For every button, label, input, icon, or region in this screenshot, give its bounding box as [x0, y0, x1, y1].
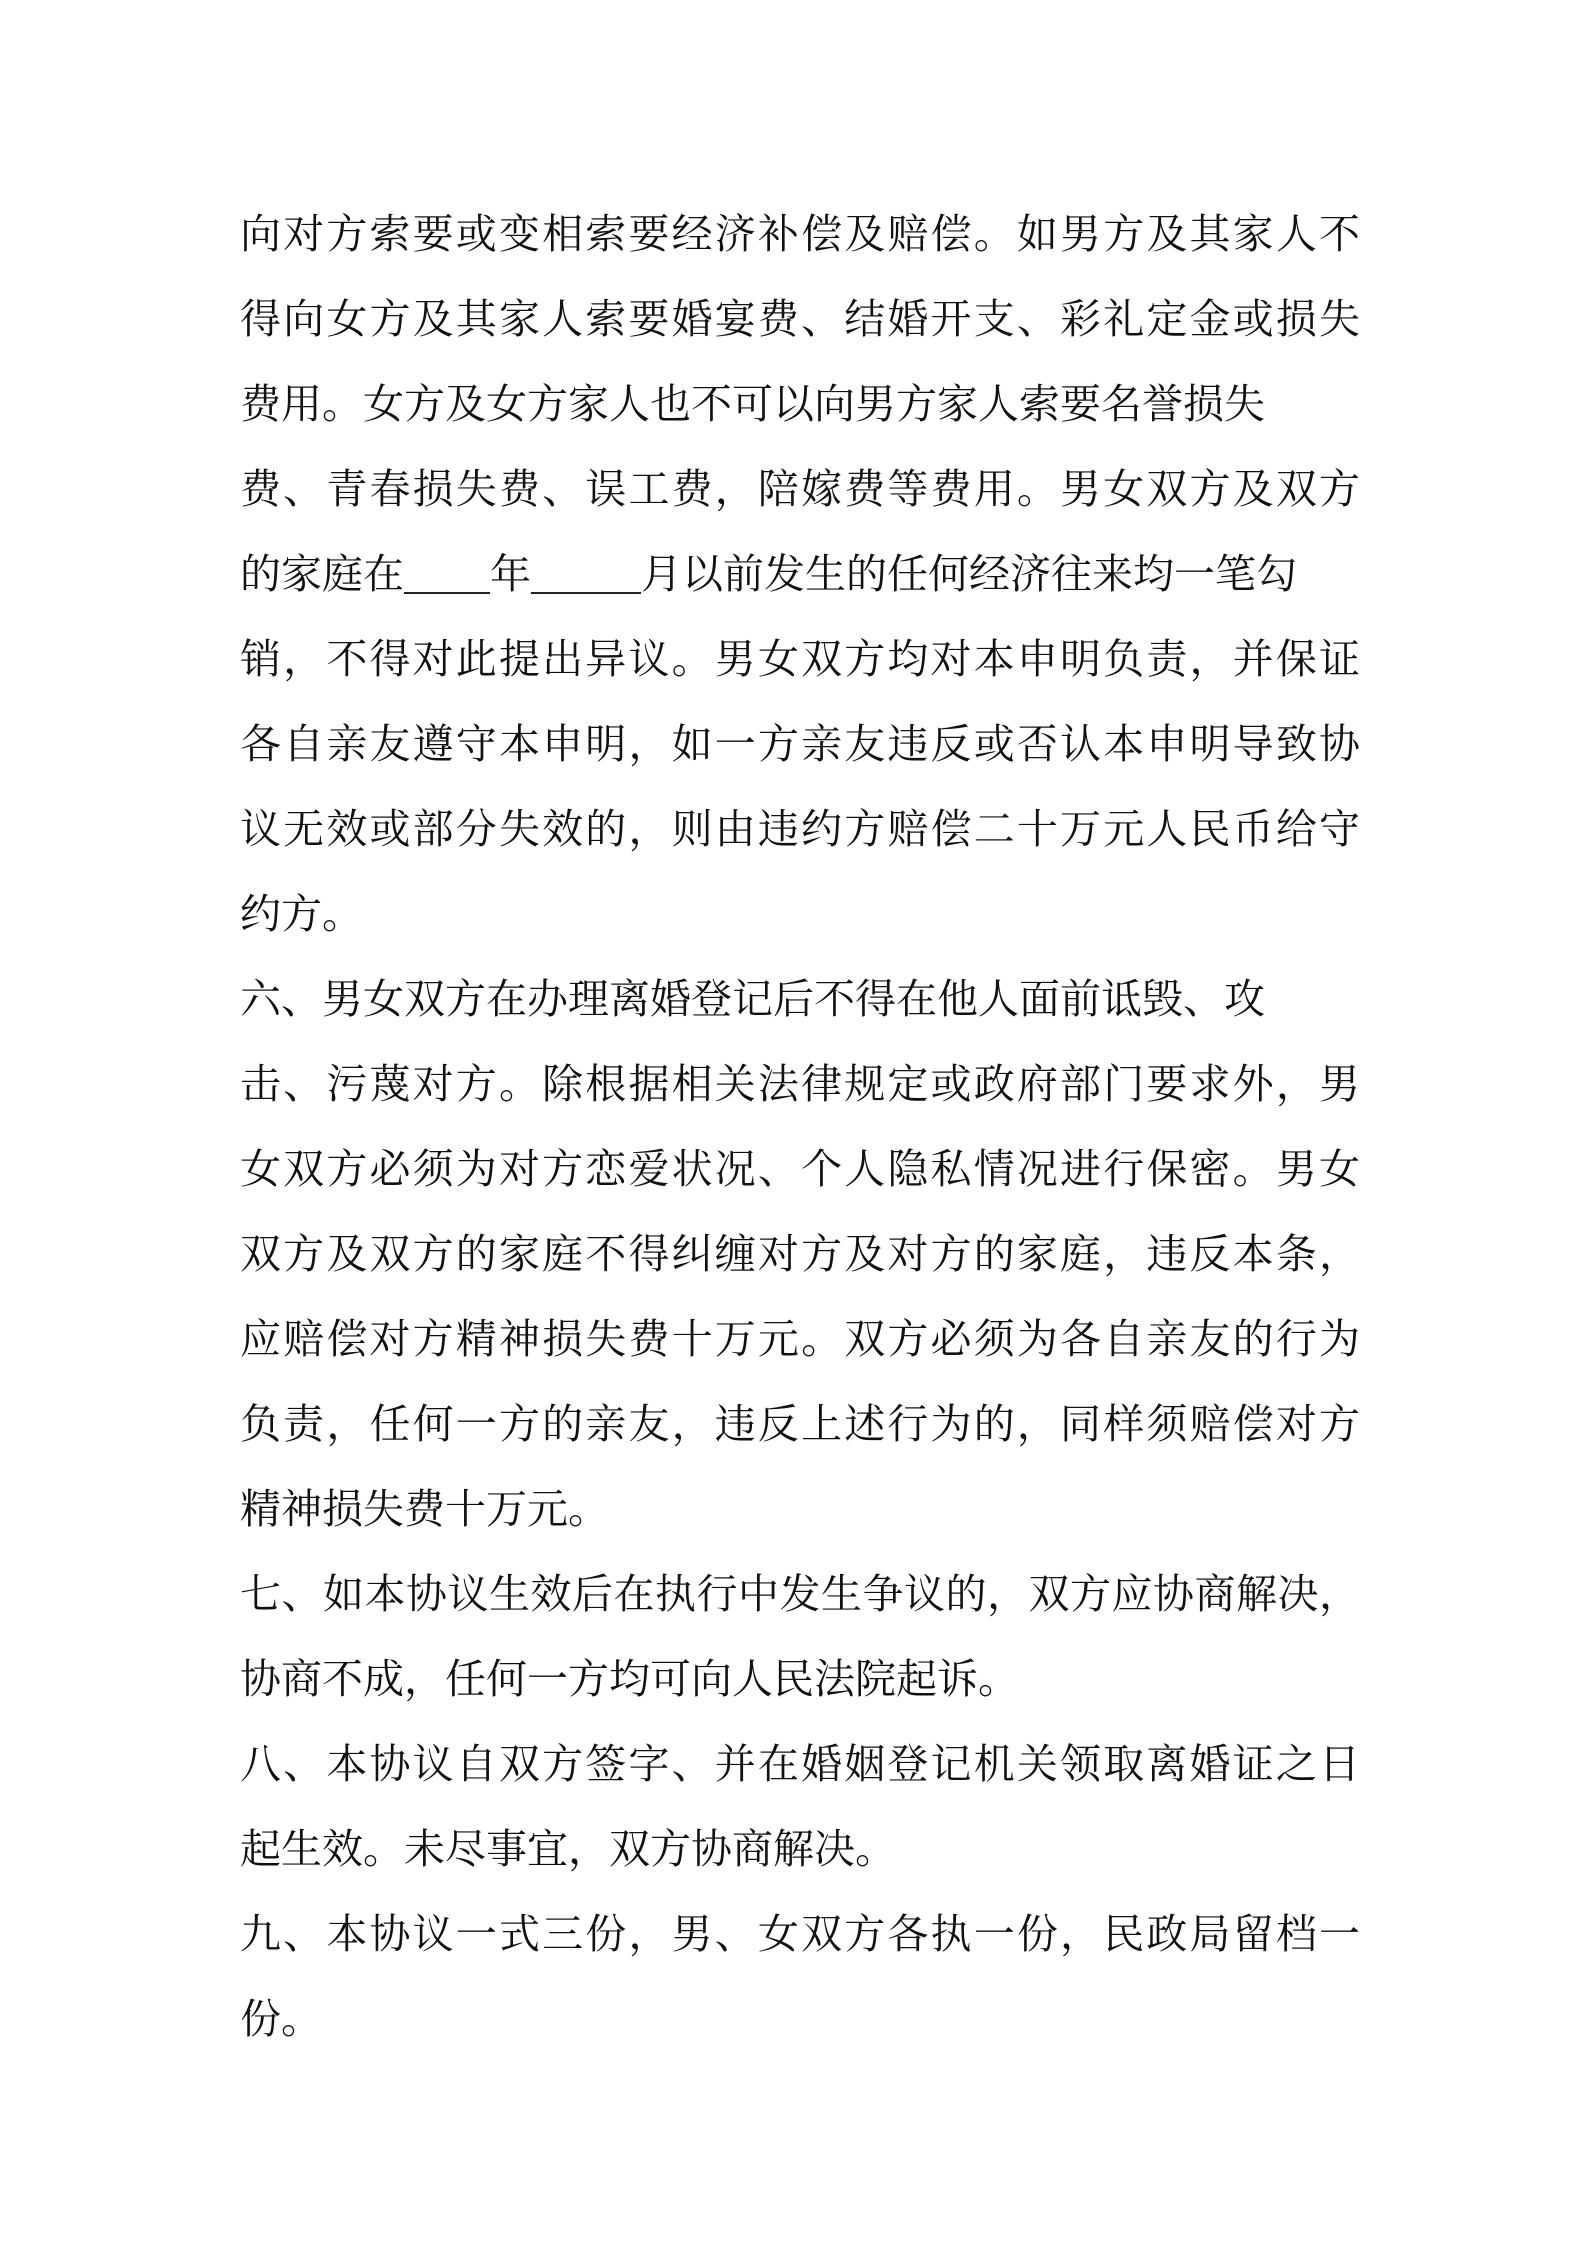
- year-label: 年: [490, 550, 531, 598]
- agreement-text: [240, 192, 1360, 2062]
- text-line: 协商不成，任何一方均可向人民法院起诉。: [240, 1655, 1019, 1703]
- text-line: 应赔偿对方精神损失费十万元。双方必须为各自亲友的行为: [240, 1315, 1360, 1363]
- text-line: 约方。: [240, 890, 363, 938]
- text-line: 份。: [240, 1995, 322, 2043]
- text-line: 销，不得对此提出异议。男女双方均对本申明负责，并保证: [240, 635, 1360, 683]
- text-line: 精神损失费十万元。: [240, 1485, 609, 1533]
- text-line: 得向女方及其家人索要婚宴费、结婚开支、彩礼定金或损失: [240, 295, 1360, 343]
- text-line: 负责，任何一方的亲友，违反上述行为的，同样须赔偿对方: [240, 1400, 1360, 1448]
- date-blank-line: [240, 532, 1360, 617]
- text-line: 费、青春损失费、误工费，陪嫁费等费用。男女双方及双方: [240, 465, 1360, 513]
- clause-seven-start: 七、如本协议生效后在执行中发生争议的，双方应协商解决，: [240, 1570, 1360, 1618]
- clause-eight-start: 八、本协议自双方签字、并在婚姻登记机关领取离婚证之日: [240, 1740, 1360, 1788]
- text-line: 各自亲友遵守本申明，如一方亲友违反或否认本申明导致协: [240, 720, 1360, 768]
- text-line: 向对方索要或变相索要经济补偿及赔偿。如男方及其家人不: [240, 210, 1360, 258]
- year-blank: [404, 552, 490, 594]
- text-line: 击、污蔑对方。除根据相关法律规定或政府部门要求外，男: [240, 1060, 1360, 1108]
- date-line-suffix: 月以前发生的任何经济往来均一笔勾: [641, 550, 1297, 598]
- text-line: 费用。女方及女方家人也不可以向男方家人索要名誉损失: [240, 380, 1265, 428]
- clause-six-start: 六、男女双方在办理离婚登记后不得在他人面前诋毁、攻: [240, 975, 1265, 1023]
- month-blank: [531, 552, 641, 594]
- text-line: 双方及双方的家庭不得纠缠对方及对方的家庭，违反本条，: [240, 1230, 1360, 1278]
- clause-nine-start: 九、本协议一式三份，男、女双方各执一份，民政局留档一: [240, 1910, 1360, 1958]
- text-line: 起生效。未尽事宜，双方协商解决。: [240, 1825, 896, 1873]
- date-line-prefix: 的家庭在: [240, 550, 404, 598]
- text-line: 议无效或部分失效的，则由违约方赔偿二十万元人民币给守: [240, 805, 1360, 853]
- text-line: 女双方必须为对方恋爱状况、个人隐私情况进行保密。男女: [240, 1145, 1360, 1193]
